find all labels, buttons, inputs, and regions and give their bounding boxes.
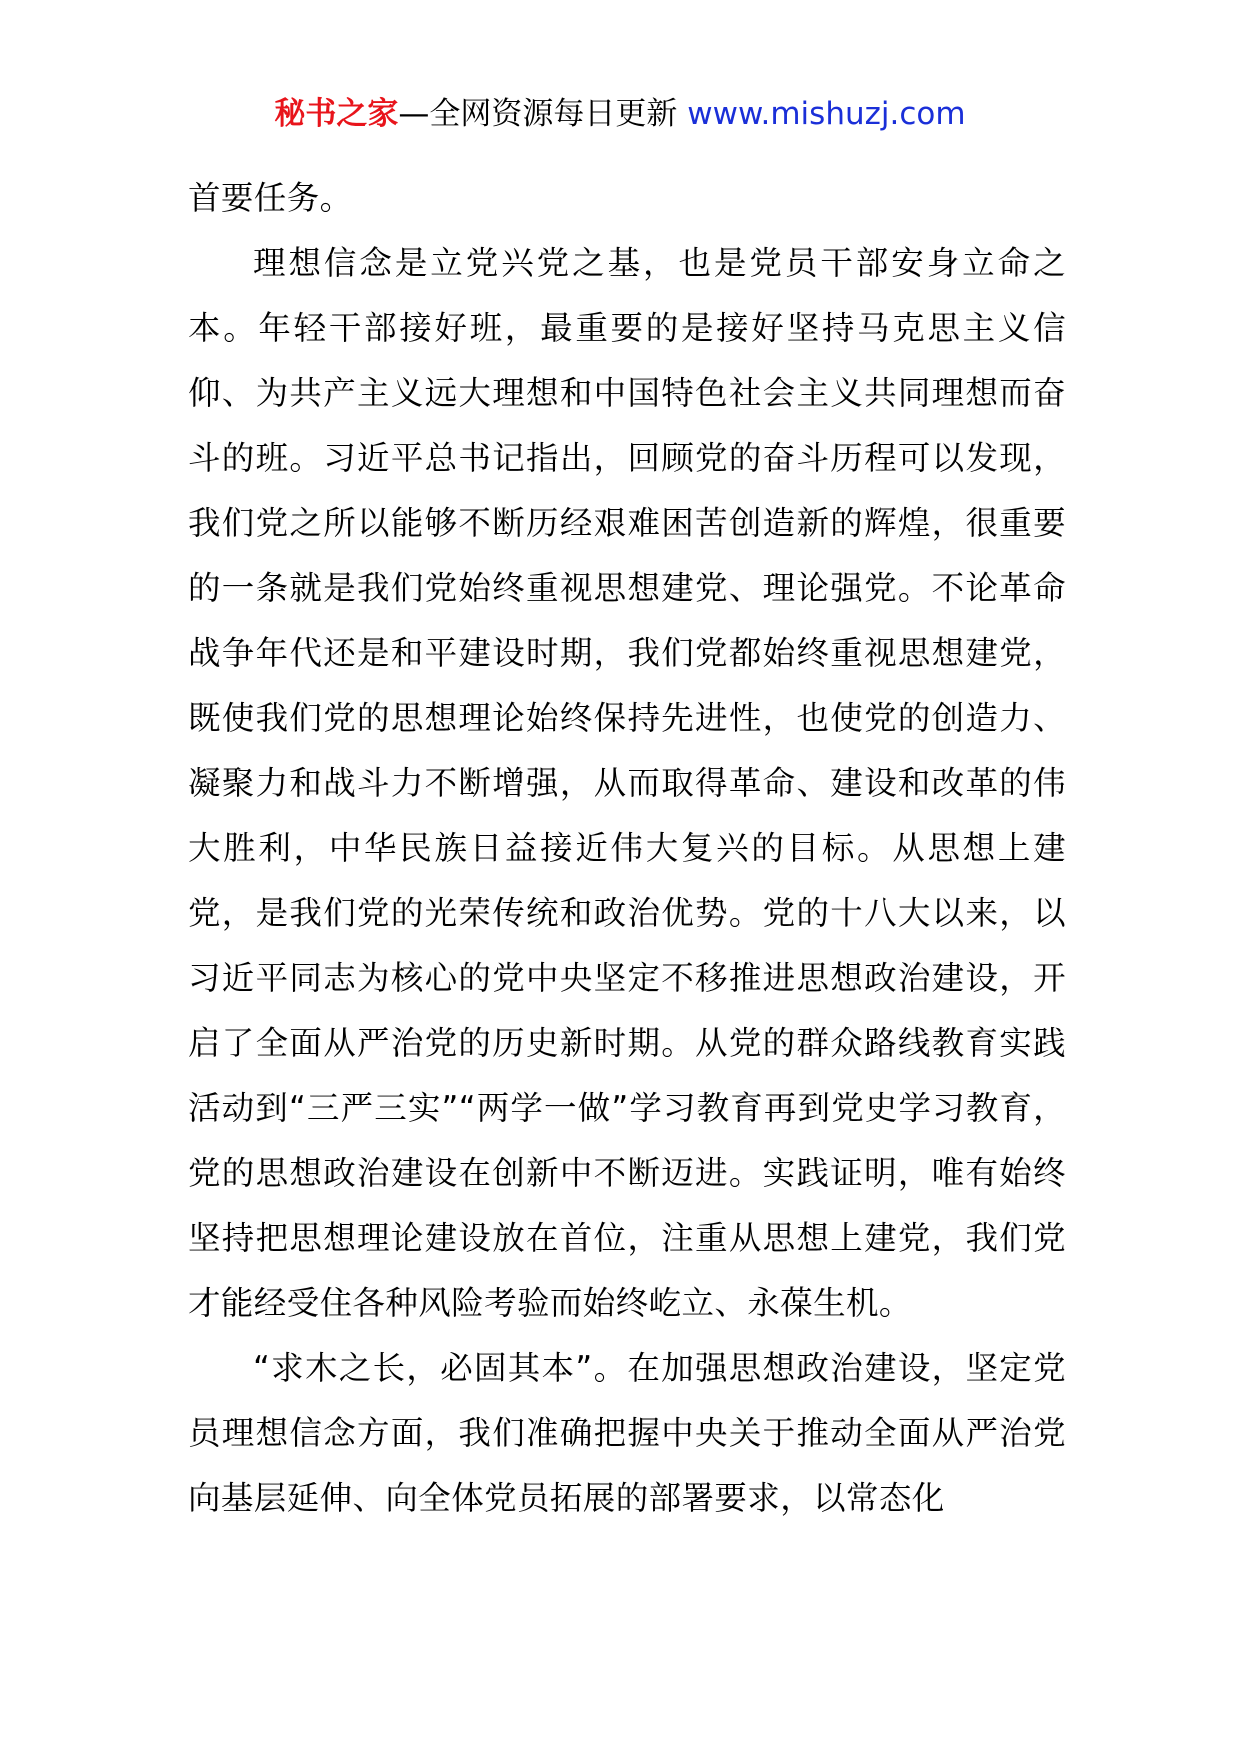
header-tagline: —全网资源每日更新 bbox=[398, 96, 688, 132]
site-header bbox=[0, 94, 1240, 134]
site-url-link[interactable]: www.mishuzj.com bbox=[687, 96, 966, 132]
paragraph-ideals-and-beliefs: 理想信念是立党兴党之基，也是党员干部安身立命之本。年轻干部接好班，最重要的是接好坚持马克思主义信仰、为共产主义远大理想和中国特色社会主义共同理想而奋斗的班。习近平总书记指出，回顾党的奋斗历程可以发现，我们党之所以能够不断历经艰难困苦创造新的辉煌，很重要的一条就是我们党始终重视思想建党、理论强党。不论革命战争年代还是和平建设时期，我们党都始终重视思想建党，既使我们党的思想理论始终保持先进性，也使党的创造力、凝聚力和战斗力不断增强，从而取得革命、建设和改革的伟大胜利，中华民族日益接近伟大复兴的目标。从思想上建党，是我们党的光荣传统和政治优势。党的十八大以来，以习近平同志为核心的党中央坚定不移推进思想政治建设，开启了全面从严治党的历史新时期。从党的群众路线教育实践活动到“三严三实”“两学一做”学习教育再到党史学习教育，党的思想政治建设在创新中不断迈进。实践证明，唯有始终坚持把思想理论建设放在首位，注重从思想上建党，我们党才能经受住各种风险考验而始终屹立、永葆生机。 bbox=[188, 244, 1066, 1322]
paragraph-continuation: 首要任务。 bbox=[188, 179, 353, 217]
brand-name: 秘书之家 bbox=[274, 96, 399, 132]
paragraph-strengthen-roots: “求木之长，必固其本”。在加强思想政治建设，坚定党员理想信念方面，我们准确把握中央关于推动全面从严治党向基层延伸、向全体党员拓展的部署要求，以常态化 bbox=[188, 1349, 1066, 1517]
document-body bbox=[188, 166, 1066, 1531]
